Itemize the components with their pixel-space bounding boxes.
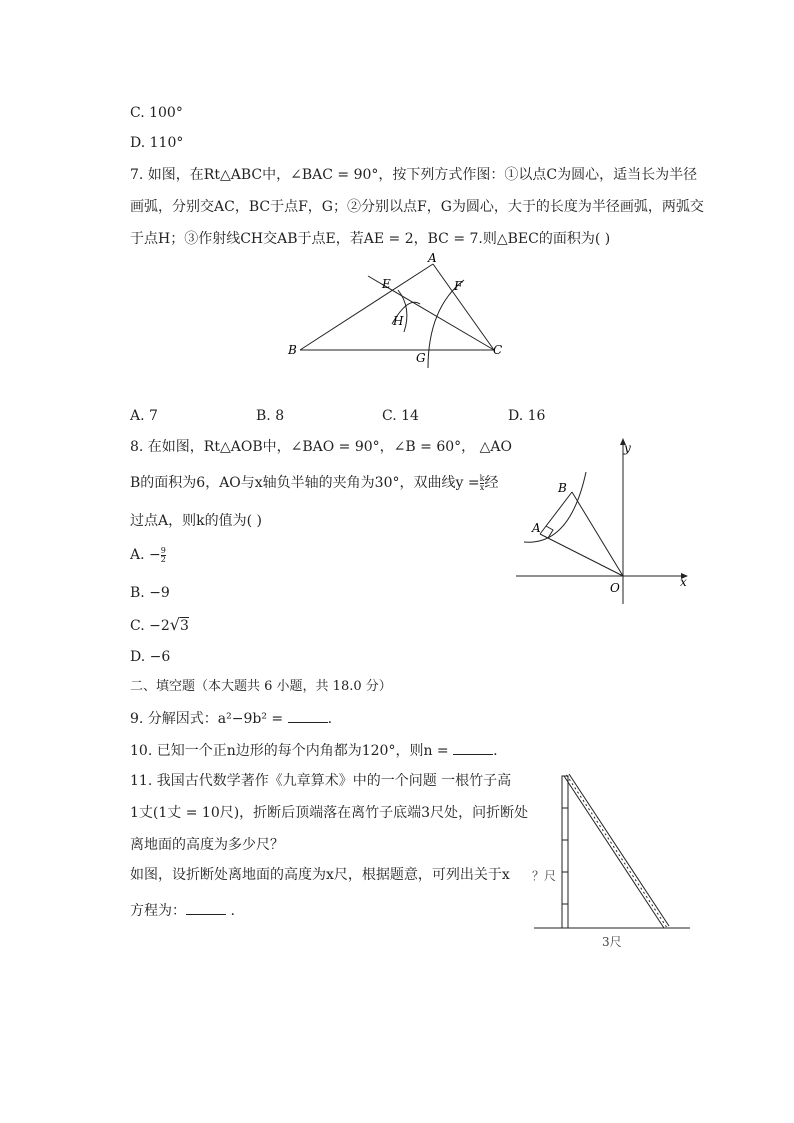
q11-text-line3: 离地面的高度为多少尺？	[130, 837, 284, 853]
q8-text-line3: 过点A，则k的值为( )	[130, 513, 262, 529]
q7-option-a: A. 7	[130, 408, 158, 424]
q10-text: 10. 已知一个正n边形的每个内角都为120°，则n = .	[130, 740, 498, 760]
q7-arc-fg	[428, 280, 464, 368]
q11-bamboo-figure	[528, 768, 694, 954]
q8-label-b: B	[558, 481, 567, 495]
q7-label-b: B	[288, 343, 297, 357]
q6-option-d: D. 110°	[130, 135, 184, 151]
q11-label-base: 3尺	[602, 935, 622, 949]
q7-label-a: A	[428, 251, 437, 265]
q7-text-line2: 画弧，分别交AC，BC于点F，G；②分别以点F，G为圆心，大于的长度为半径画弧，两弧交	[130, 199, 704, 215]
q9-text: 9. 分解因式：a²−9b² = .	[130, 708, 332, 728]
q8-label-x: x	[680, 575, 687, 589]
q8-option-a: A. − $\frac{9}{2}$	[130, 545, 166, 564]
q11-bamboo-fallen-nodes	[567, 775, 667, 927]
q8-option-b: B. −9	[130, 585, 170, 601]
q7-triangle-figure	[280, 248, 520, 373]
q8-side-ab	[540, 492, 572, 534]
q7-label-c: C	[493, 343, 503, 357]
q8-coordinate-figure	[510, 436, 700, 606]
q7-option-c: C. 14	[382, 408, 419, 424]
q7-side-ba	[300, 264, 433, 350]
q9-answer-blank[interactable]	[288, 708, 328, 723]
q8-text-line2b: 经	[484, 475, 499, 491]
q7-label-f: F	[454, 279, 463, 293]
q7-option-b: B. 8	[256, 408, 285, 424]
q7-text-line1: 7. 如图，在Rt△ABC中，∠BAC = 90°，按下列方式作图：①以点C为圆心，适当长为半径	[130, 167, 698, 183]
q8-fraction-k-over-x: $\frac{k}{x}$	[479, 473, 485, 492]
q7-label-e: E	[382, 277, 391, 291]
q7-label-h: H	[393, 314, 404, 328]
q11-bamboo-fallen-edge1	[564, 776, 664, 928]
q6-option-c: C. 100°	[130, 105, 183, 121]
q8-label-o: O	[610, 581, 620, 595]
q11-text-line2: 1丈(1丈 = 10尺)，折断后顶端落在离竹子底端3尺处，问折断处	[130, 805, 529, 821]
q7-side-ac	[433, 264, 494, 350]
q8-option-c: C. −2√3	[130, 615, 189, 634]
q11-bamboo-standing	[562, 776, 568, 928]
q8-text-line1: 8. 在如图，Rt△AOB中，∠BAO = 90°，∠B = 60°， △AO	[130, 439, 512, 455]
q11-answer-blank[interactable]	[186, 900, 226, 915]
q11-text-line5: 方程为： .	[130, 900, 235, 920]
q11-bamboo-fallen-edge2	[569, 774, 669, 926]
q7-option-d: D. 16	[508, 408, 546, 424]
q8-label-a: A	[532, 521, 541, 535]
q11-text-line1: 11. 我国古代数学著作《九章算术》中的一个问题 一根竹子高	[130, 773, 512, 789]
section-heading-fill-in: 二、填空题（本大题共 6 小题，共 18.0 分）	[130, 679, 392, 694]
q8-text-line2	[130, 474, 498, 492]
q8-option-d: D. −6	[130, 649, 171, 665]
q10-answer-blank[interactable]	[453, 740, 493, 755]
q8-text-line2a: B的面积为6，AO与x轴负半轴的夹角为30°，双曲线y =	[130, 475, 480, 491]
q11-text-line4: 如图，设折断处离地面的高度为x尺，根据题意，可列出关于x	[130, 867, 510, 883]
q7-label-g: G	[416, 351, 426, 365]
q11-label-height: ？尺	[532, 869, 557, 883]
q7-text-line3: 于点H；③作射线CH交AB于点E，若AE = 2，BC = 7.则△BEC的面积为( )	[130, 231, 611, 247]
q8-label-y: y	[624, 441, 631, 455]
